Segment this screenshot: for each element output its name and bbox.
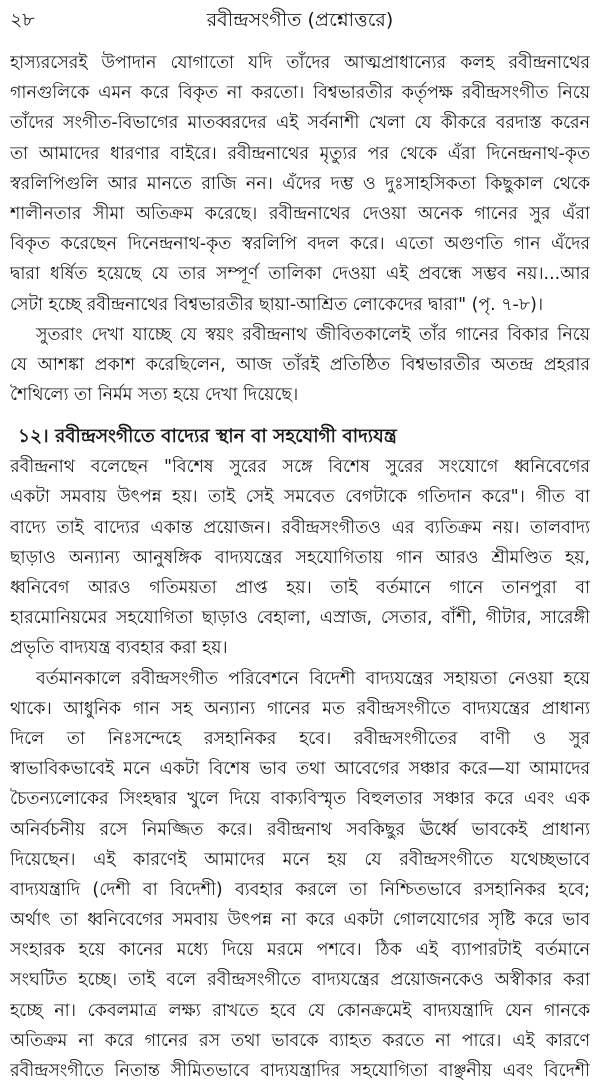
text-line: রবীন্দ্রনাথ বলেছেন "বিশেষ সুরের সঙ্গে বিশেষ সুরের সংযোগে ধ্বনিবেগের	[10, 457, 590, 478]
section-heading: ১২। রবীন্দ্রসংগীতে বাদ্যের স্থান বা সহযোগী বাদ্যযন্ত্র	[18, 426, 397, 448]
text-line: দিলে তা নিঃসন্দেহে রসহানিকর হবে। রবীন্দ্রসংগীতের বাণী ও সুর	[10, 728, 590, 749]
text-line: দ্বারা ধর্ষিত হয়েছে যে তার সম্পূর্ণ তালিকা দেওয়া এই প্রবন্ধে সম্ভব নয়।...আর	[10, 264, 590, 285]
text-line: প্রভৃতি বাদ্যযন্ত্র ব্যবহার করা হয়।	[10, 638, 228, 659]
text-line: সংহারক হয়ে কানের মধ্যে দিয়ে মরমে পশবে। ঠিক এই ব্যাপারটাই বর্তমানে	[10, 940, 590, 961]
text-line: বাদ্যযন্ত্রাদি (দেশী বা বিদেশী) ব্যবহার করলে তা নিশ্চিতভাবে রসহানিকর হবে;	[10, 879, 590, 900]
text-line: শালীনতার সীমা অতিক্রম করেছে। রবীন্দ্রনাথের দেওয়া অনেক গানের সুর এঁরা	[10, 203, 590, 224]
text-line: থাকে। আধুনিক গান সহ অন্যান্য গানের মত রবীন্দ্রসংগীতে বাদ্যযন্ত্রের প্রাধান্য	[10, 698, 590, 719]
text-line: বিকৃত করেছেন দিনেন্দ্রনাথ-কৃত স্বরলিপি বদল করে। এতো অগুণতি গান এঁদের	[10, 234, 590, 255]
text-line: অর্থাৎ তা ধ্বনিবেগের সমবায় উৎপন্ন না করে একটা গোলযোগের সৃষ্টি করে ভাব	[10, 910, 590, 931]
text-line: তা আমাদের ধারণার বাইরে। রবীন্দ্রনাথের মৃত্যুর পর থেকে এঁরা দিনেন্দ্রনাথ-কৃত	[10, 143, 590, 164]
text-line: হাস্যরসেরই উপাদান যোগাতো যদি তাঁদের আত্মপ্রাধান্যের কলহ রবীন্দ্রনাথের	[10, 53, 590, 73]
text-line: চৈতন্যলোকের সিংহদ্বার খুলে দিয়ে বাক্যবিস্মৃত বিহুলতার সঞ্চার করে এবং এক	[10, 789, 590, 810]
text-line: অনির্বচনীয় রসে নিমজ্জিত করে। রবীন্দ্রনাথ সবকিছুর ঊর্ধ্বে ভাবকেই প্রাধান্য	[10, 819, 590, 840]
text-line: শৈথিল্যে তা নির্মম সত্য হয়ে দেখা দিয়েছে।	[10, 385, 299, 406]
text-line: সুতরাং দেখা যাচ্ছে যে স্বয়ং রবীন্দ্রনাথ জীবিতকালেই তাঁর গানের বিকার নিয়ে	[36, 324, 590, 345]
text-line: যে আশঙ্কা প্রকাশ করেছিলেন, আজ তাঁরই প্রতিষ্ঠিত বিশ্বভারতীর অতন্দ্র প্রহরার	[10, 354, 590, 375]
section-gap	[10, 410, 590, 422]
running-title: রবীন্দ্রসংগীত (প্রশ্নোত্তরে)	[206, 9, 394, 31]
text-line: ধ্বনিবেগ আরও গতিময়তা প্রাপ্ত হয়। তাই বর্তমানে গানে তানপুরা বা	[10, 578, 590, 598]
paragraph-3	[10, 452, 590, 663]
page-body	[10, 48, 590, 1086]
text-line: স্বাভাবিকভাবেই মনে একটা বিশেষ ভাব তথা আবেগের সঞ্চার করে—যা আমাদের	[10, 759, 590, 780]
text-line: সেটা হচ্ছে রবীন্দ্রনাথের বিশ্বভারতীর ছায়া-আশ্রিত লোকেদের দ্বারা" (পৃ. ৭-৮)।	[10, 294, 544, 315]
text-line: বাদ্যে তাই বাদ্যের একান্ত প্রয়োজন। রবীন্দ্রসংগীতও এর ব্যতিক্রম নয়। তালবাদ্য	[10, 517, 590, 538]
text-line: অতিক্রম না করে গানের রস তথা ভাবকে ব্যাহত করতে না পারে। এই কারণে	[10, 1030, 590, 1051]
page-header	[10, 6, 590, 36]
paragraph-2	[10, 320, 590, 411]
paragraph-1	[10, 48, 590, 320]
text-line: সংঘটিত হচ্ছে। তাই বলে রবীন্দ্রসংগীতে বাদ্যযন্ত্রের প্রয়োজনকেও অস্বীকার করা	[10, 970, 590, 991]
text-line: ছাড়াও অন্যান্য আনুষঙ্গিক বাদ্যযন্ত্রের সহযোগিতায় গান আরও শ্রীমণ্ডিত হয়,	[10, 547, 590, 568]
paragraph-4	[10, 664, 590, 1086]
text-line: রবীন্দ্রসংগীতে নিতান্ত সীমিতভাবে বাদ্যযন্ত্রাদির সহযোগিতা বাঞ্ছনীয় এবং বিদেশী	[10, 1061, 590, 1081]
text-line: গানগুলিকে এমন করে বিকৃত না করতো। বিশ্বভারতীর কর্তৃপক্ষ রবীন্দ্রসংগীত নিয়ে	[10, 83, 590, 104]
text-line: হচ্ছে না। কেবলমাত্র লক্ষ্য রাখতে হবে যে কোনক্রমেই বাদ্যযন্ত্রাদি যেন গানকে	[10, 1000, 590, 1021]
text-line: স্বরলিপিগুলি আর মানতে রাজি নন। এঁদের দম্ভ ও দুঃসাহসিকতা কিছুকাল থেকে	[10, 173, 590, 194]
page-number: ২৮	[10, 9, 35, 31]
text-line: দিয়েছেন। এই কারণেই আমাদের মনে হয় যে রবীন্দ্রসংগীতে যথেচ্ছভাবে	[10, 849, 590, 870]
text-line: হারমোনিয়মের সহযোগিতা ছাড়াও বেহালা, এস্রাজ, সেতার, বাঁশী, গীটার, সারেঙ্গী	[10, 608, 590, 629]
text-line: তাঁদের সংগীত-বিভাগের মাতব্বরদের এই সর্বনাশী খেলা যে কীকরে বরদাস্ত করেন	[10, 113, 590, 134]
text-line: একটা সমবায় উৎপন্ন হয়। তাই সেই সমবেত বেগটাকে গতিদান করে"। গীত বা	[10, 487, 590, 508]
text-line: বর্তমানকালে রবীন্দ্রসংগীত পরিবেশনে বিদেশী বাদ্যযন্ত্রের সহায়তা নেওয়া হয়ে	[36, 668, 590, 689]
